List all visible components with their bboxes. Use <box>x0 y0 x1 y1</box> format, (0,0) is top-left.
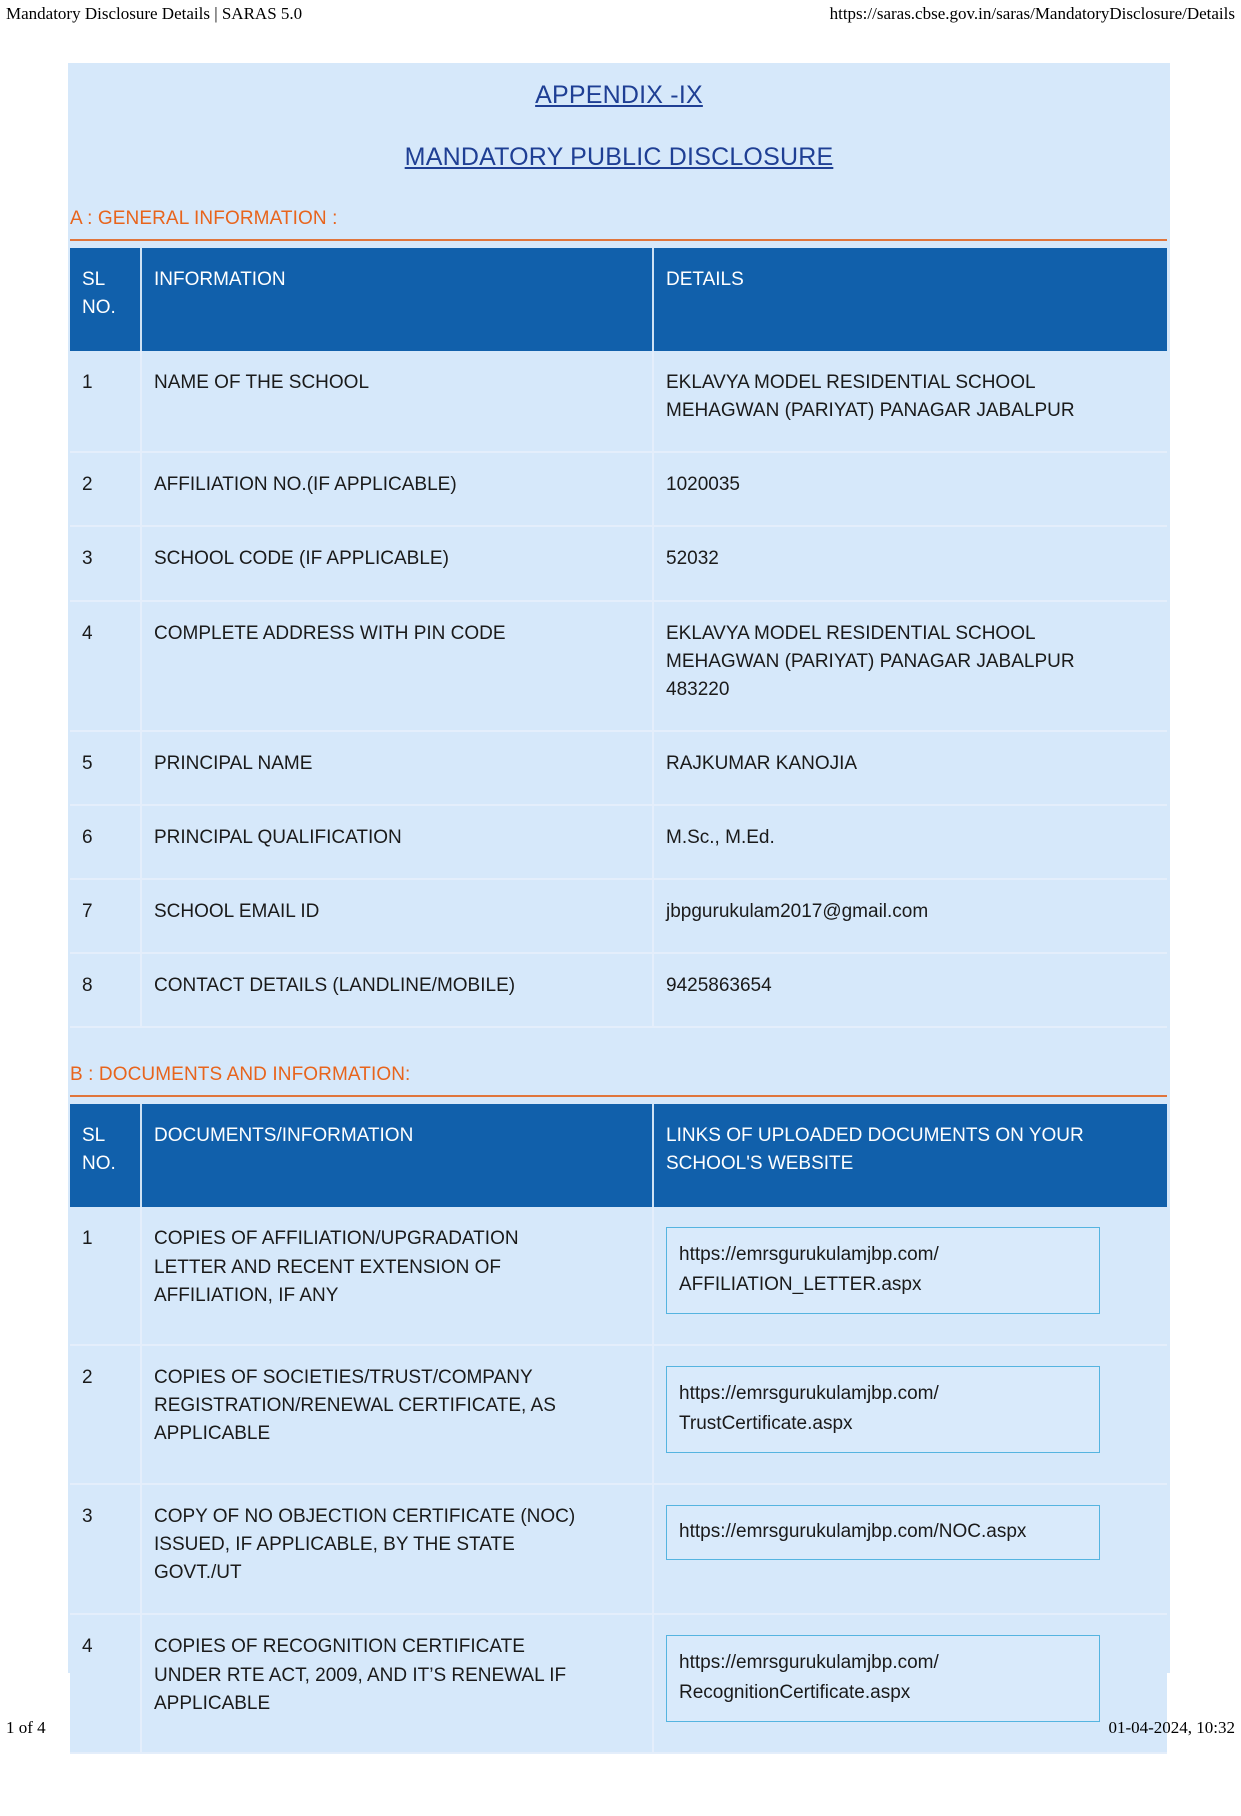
link-line: https://emrsgurukulamjbp.com/ <box>679 1652 939 1674</box>
document-line: APPLICABLE <box>154 1692 271 1714</box>
link-line: RecognitionCertificate.aspx <box>679 1681 911 1703</box>
link-line: https://emrsgurukulamjbp.com/NOC.aspx <box>679 1521 1027 1543</box>
row-information: PRINCIPAL QUALIFICATION <box>141 805 653 879</box>
row-document <box>141 1484 653 1614</box>
row-details <box>653 953 1167 1027</box>
document-line: COPY OF NO OBJECTION CERTIFICATE (NOC) <box>154 1506 576 1528</box>
table-row <box>70 805 1167 879</box>
column-header-links-line2: SCHOOL'S WEBSITE <box>666 1152 854 1174</box>
documents-information-table <box>70 1104 1167 1754</box>
column-header-sl-line2: NO. <box>82 296 116 318</box>
detail-line: RAJKUMAR KANOJIA <box>666 752 858 774</box>
section-a-divider <box>70 239 1167 241</box>
detail-line: EKLAVYA MODEL RESIDENTIAL SCHOOL <box>666 622 1036 644</box>
table-row <box>70 1484 1167 1614</box>
row-details <box>653 805 1167 879</box>
document-line: COPIES OF RECOGNITION CERTIFICATE <box>154 1636 525 1658</box>
documents-information-body <box>70 1207 1167 1753</box>
column-header-links-line1: LINKS OF UPLOADED DOCUMENTS ON YOUR <box>666 1125 1084 1147</box>
document-line: APPLICABLE <box>154 1423 271 1445</box>
row-information: AFFILIATION NO.(IF APPLICABLE) <box>141 452 653 526</box>
row-sl-no: 5 <box>70 731 141 805</box>
row-sl-no: 8 <box>70 953 141 1027</box>
row-sl-no: 1 <box>70 351 141 452</box>
row-sl-no: 4 <box>70 601 141 731</box>
link-line: https://emrsgurukulamjbp.com/ <box>679 1244 939 1266</box>
table-header-row <box>70 248 1167 351</box>
table-row <box>70 526 1167 600</box>
general-information-body <box>70 351 1167 1027</box>
detail-line: 9425863654 <box>666 975 772 997</box>
column-header-documents: DOCUMENTS/INFORMATION <box>141 1104 653 1207</box>
print-timestamp: 01-04-2024, 10:32 <box>1108 1718 1235 1737</box>
detail-line: 1020035 <box>666 474 740 496</box>
detail-line: M.Sc., M.Ed. <box>666 826 775 848</box>
print-header-url: https://saras.cbse.gov.in/saras/MandatoryDisclosure/Details <box>829 4 1235 23</box>
table-row <box>70 351 1167 452</box>
document-link-box[interactable] <box>666 1227 1100 1314</box>
row-information: SCHOOL CODE (IF APPLICABLE) <box>141 526 653 600</box>
column-header-links <box>653 1104 1167 1207</box>
section-b-divider <box>70 1095 1167 1097</box>
table-row <box>70 452 1167 526</box>
document-line: UNDER RTE ACT, 2009, AND IT’S RENEWAL IF <box>154 1664 567 1686</box>
column-header-sl-line2: NO. <box>82 1152 116 1174</box>
disclosure-page-panel <box>68 63 1170 1714</box>
print-header <box>0 4 1241 24</box>
table-row <box>70 1345 1167 1484</box>
detail-line: MEHAGWAN (PARIYAT) PANAGAR JABALPUR <box>666 400 1075 422</box>
column-header-sl-line1: SL <box>82 1125 106 1147</box>
document-line: LETTER AND RECENT EXTENSION OF <box>154 1256 501 1278</box>
row-details <box>653 526 1167 600</box>
table-row <box>70 1207 1167 1345</box>
document-line: COPIES OF SOCIETIES/TRUST/COMPANY <box>154 1367 533 1389</box>
table-row <box>70 601 1167 731</box>
row-sl-no: 4 <box>70 1614 141 1753</box>
detail-line: 483220 <box>666 678 730 700</box>
row-link <box>653 1345 1167 1484</box>
panel-bottom-spacer <box>68 1754 1170 1816</box>
detail-line: 52032 <box>666 548 719 570</box>
row-details <box>653 452 1167 526</box>
row-sl-no: 2 <box>70 452 141 526</box>
row-link <box>653 1484 1167 1614</box>
row-details <box>653 601 1167 731</box>
row-document <box>141 1207 653 1345</box>
section-b-heading: B : DOCUMENTS AND INFORMATION: <box>70 1064 411 1086</box>
table-header-row <box>70 1104 1167 1207</box>
table-row <box>70 879 1167 953</box>
document-line: ISSUED, IF APPLICABLE, BY THE STATE <box>154 1534 515 1556</box>
section-a-heading: A : GENERAL INFORMATION : <box>70 208 338 229</box>
print-header-title: Mandatory Disclosure Details | SARAS 5.0 <box>6 4 303 23</box>
page-number: 1 of 4 <box>6 1718 46 1737</box>
row-sl-no: 1 <box>70 1207 141 1345</box>
column-header-information: INFORMATION <box>141 248 653 351</box>
column-header-sl-no <box>70 1104 141 1207</box>
row-sl-no: 6 <box>70 805 141 879</box>
column-header-sl-no <box>70 248 141 351</box>
document-link-box[interactable] <box>666 1635 1100 1722</box>
row-sl-no: 3 <box>70 1484 141 1614</box>
table-row <box>70 731 1167 805</box>
link-line: AFFILIATION_LETTER.aspx <box>679 1273 922 1295</box>
document-line: AFFILIATION, IF ANY <box>154 1284 339 1306</box>
document-line: GOVT./UT <box>154 1562 242 1584</box>
row-information: PRINCIPAL NAME <box>141 731 653 805</box>
document-line: COPIES OF AFFILIATION/UPGRADATION <box>154 1228 519 1250</box>
row-information: COMPLETE ADDRESS WITH PIN CODE <box>141 601 653 731</box>
row-link <box>653 1207 1167 1345</box>
detail-line: jbpgurukulam2017@gmail.com <box>666 901 929 923</box>
general-information-table <box>70 248 1167 1028</box>
row-sl-no: 3 <box>70 526 141 600</box>
link-line: https://emrsgurukulamjbp.com/ <box>679 1383 939 1405</box>
row-details <box>653 879 1167 953</box>
row-information: CONTACT DETAILS (LANDLINE/MOBILE) <box>141 953 653 1027</box>
detail-line: EKLAVYA MODEL RESIDENTIAL SCHOOL <box>666 372 1036 394</box>
row-document <box>141 1345 653 1484</box>
row-details <box>653 731 1167 805</box>
page-title-main: MANDATORY PUBLIC DISCLOSURE <box>404 143 834 171</box>
table-row <box>70 953 1167 1027</box>
row-sl-no: 2 <box>70 1345 141 1484</box>
row-information: NAME OF THE SCHOOL <box>141 351 653 452</box>
row-sl-no: 7 <box>70 879 141 953</box>
print-footer <box>0 1718 1241 1738</box>
document-link-box[interactable] <box>666 1366 1100 1453</box>
row-details <box>653 351 1167 452</box>
document-line: REGISTRATION/RENEWAL CERTIFICATE, AS <box>154 1395 556 1417</box>
detail-line: MEHAGWAN (PARIYAT) PANAGAR JABALPUR <box>666 650 1075 672</box>
page-title-appendix: APPENDIX -IX <box>535 81 703 109</box>
document-link-box[interactable] <box>666 1505 1100 1559</box>
column-header-details: DETAILS <box>653 248 1167 351</box>
link-line: TrustCertificate.aspx <box>679 1412 853 1434</box>
row-information: SCHOOL EMAIL ID <box>141 879 653 953</box>
column-header-sl-line1: SL <box>82 269 106 290</box>
